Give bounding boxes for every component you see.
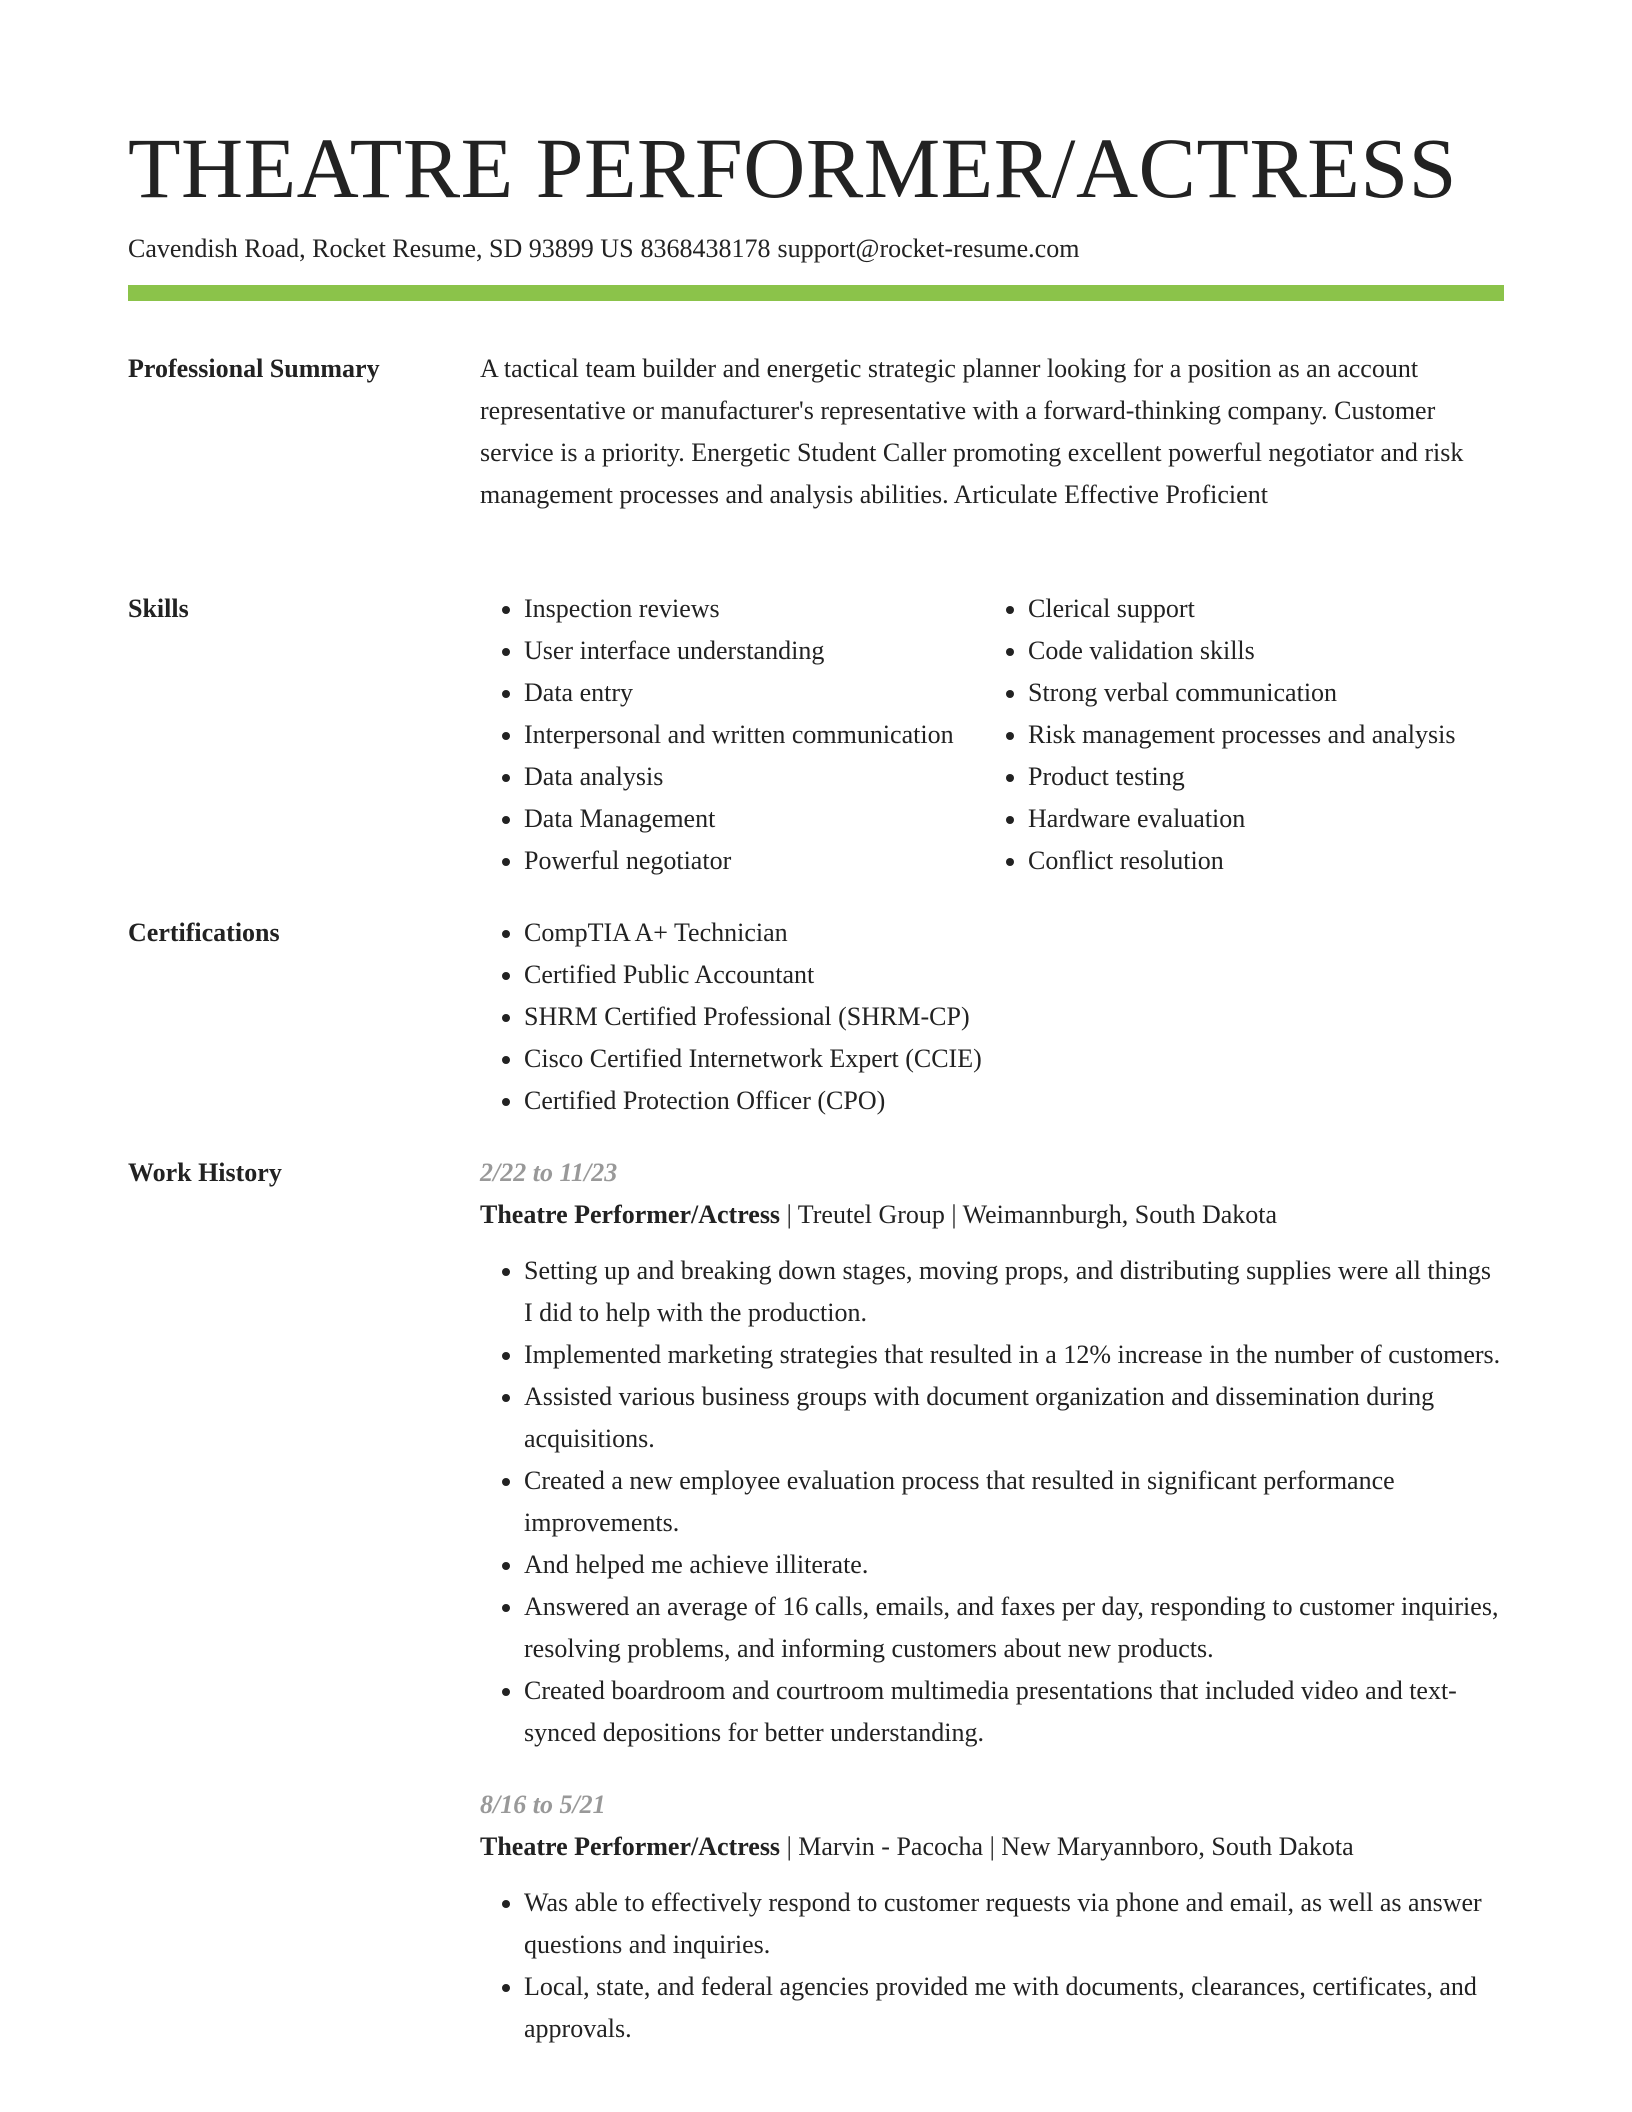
job-bullet: • Created boardroom and courtroom multimedia presentations that included video and text-synced depositions for better understanding. (524, 1670, 1504, 1754)
skills-title: Skills (128, 594, 189, 623)
job-bullet-list (480, 1250, 1504, 1754)
skill-item: • Risk management processes and analysis (1028, 714, 1568, 756)
skills-left-list (480, 588, 1028, 882)
job-dates: 2/22 to 11/23 (480, 1158, 618, 1187)
skills-grid (480, 588, 1504, 882)
skill-item: • Code validation skills (1028, 630, 1568, 672)
contact-phone: 8368438178 (640, 234, 771, 263)
skill-item: • Data analysis (524, 756, 1028, 798)
skill-item: • Data entry (524, 672, 1028, 714)
job-bullet: • And helped me achieve illiterate. (524, 1544, 1504, 1586)
job-bullet: • Was able to effectively respond to customer requests via phone and email, as well as answer questions and inquiries. (524, 1882, 1504, 1966)
work-history-title: Work History (128, 1158, 282, 1187)
job-details: | Marvin - Pacocha | New Maryannboro, South Dakota (780, 1832, 1354, 1861)
job-bullet: • Assisted various business groups with document organization and dissemination during acquisitions. (524, 1376, 1504, 1460)
certifications-body (480, 912, 1504, 1122)
certifications-list (480, 912, 1504, 1122)
job-role: Theatre Performer/Actress (480, 1200, 781, 1229)
certifications-title: Certifications (128, 918, 280, 947)
job-dates: 8/16 to 5/21 (480, 1790, 606, 1819)
job-title-line (480, 1826, 1504, 1868)
certification-item: • CompTIA A+ Technician (524, 912, 1504, 954)
job-details: | Treutel Group | Weimannburgh, South Dakota (780, 1200, 1278, 1229)
job-title-line (480, 1194, 1504, 1236)
job-bullet: • Implemented marketing strategies that resulted in a 12% increase in the number of customers. (524, 1334, 1504, 1376)
summary-text: A tactical team builder and energetic strategic planner looking for a position as an account representative or manufacturer's representative with a forward-thinking company. Customer service is a priority. Energetic Student Caller promoting excellent powerful negotiator and risk management processes and analysis abilities. Articulate Effective Proficient (480, 354, 1464, 509)
job-bullet-list (480, 1882, 1504, 2050)
skills-body (480, 588, 1504, 882)
skill-item: • Strong verbal communication (1028, 672, 1568, 714)
skill-item: • Powerful negotiator (524, 840, 1028, 882)
job-entry (480, 1784, 1504, 2050)
job-role: Theatre Performer/Actress (480, 1832, 781, 1861)
skill-item: • Conflict resolution (1028, 840, 1568, 882)
job-entry (480, 1152, 1504, 1754)
skill-item: • Product testing (1028, 756, 1568, 798)
job-bullet: • Answered an average of 16 calls, emails, and faxes per day, responding to customer inquiries, resolving problems, and informing customers about new products. (524, 1586, 1504, 1670)
skills-right-list (984, 588, 1568, 882)
skill-item: • Inspection reviews (524, 588, 1028, 630)
resume-name: THEATRE PERFORMER/ACTRESS (128, 120, 1457, 216)
certification-item: • Certified Protection Officer (CPO) (524, 1080, 1504, 1122)
skill-item: • Hardware evaluation (1028, 798, 1568, 840)
work-history-body (480, 1152, 1504, 2050)
contact-line (128, 232, 1079, 266)
certification-item: • SHRM Certified Professional (SHRM-CP) (524, 996, 1504, 1038)
contact-email: support@rocket-resume.com (777, 234, 1080, 263)
skill-item: • User interface understanding (524, 630, 1028, 672)
certification-item: • Cisco Certified Internetwork Expert (CCIE) (524, 1038, 1504, 1080)
skill-item: • Clerical support (1028, 588, 1568, 630)
job-bullet: • Created a new employee evaluation process that resulted in significant performance improvements. (524, 1460, 1504, 1544)
skill-item: • Data Management (524, 798, 1028, 840)
contact-address: Cavendish Road, Rocket Resume, SD 93899 US (128, 234, 634, 263)
job-bullet: • Setting up and breaking down stages, moving props, and distributing supplies were all things I did to help with the production. (524, 1250, 1504, 1334)
job-bullet: • Local, state, and federal agencies provided me with documents, clearances, certificates, and approvals. (524, 1966, 1504, 2050)
summary-title: Professional Summary (128, 354, 380, 383)
header-accent-rule (128, 285, 1504, 301)
summary-body (480, 348, 1504, 516)
certification-item: • Certified Public Accountant (524, 954, 1504, 996)
skill-item: • Interpersonal and written communication (524, 714, 1028, 756)
